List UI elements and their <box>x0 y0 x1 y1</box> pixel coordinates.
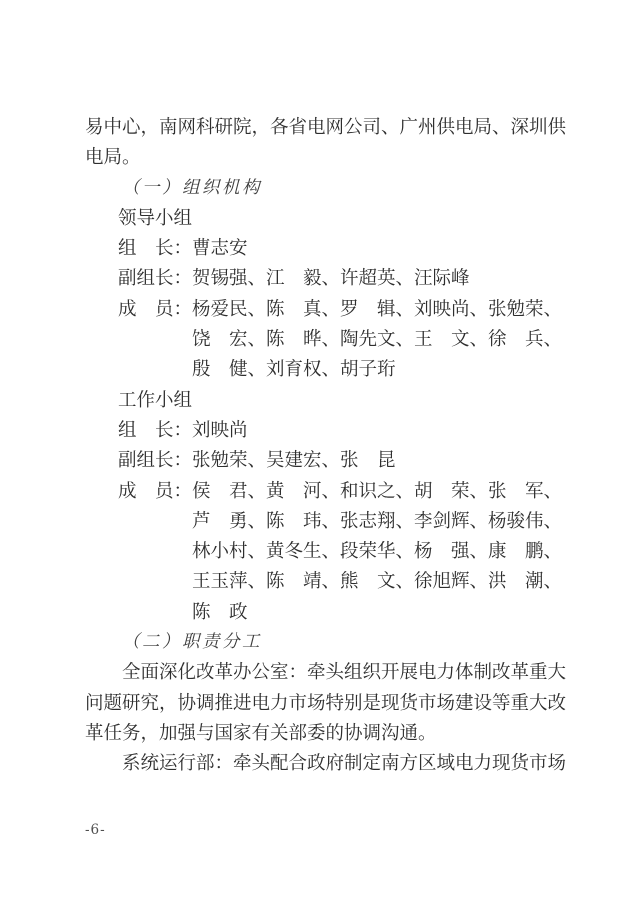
paragraph-line: 问题研究，协调推进电力市场特别是现货市场建设等重大改 <box>85 691 567 713</box>
members-name-line: 芦 勇、陈 玮、张志翔、李剑辉、杨骏伟、 <box>192 509 563 531</box>
section-heading-2: （二）职责分工 <box>122 632 262 653</box>
leading-group-title: 领导小组 <box>118 206 193 228</box>
working-group-title: 工作小组 <box>118 388 193 410</box>
members-name-line: 侯 君、黄 河、和识之、胡 荣、张 军、 <box>192 479 563 501</box>
members-name-line: 林小村、黄冬生、段荣华、杨 强、康 鹏、 <box>192 540 563 562</box>
members-name-list <box>192 476 562 627</box>
paragraph-line: 系统运行部：牵头配合政府制定南方区域电力现货市场 <box>122 752 567 774</box>
members-label: 成 员： <box>118 479 193 501</box>
working-group-members <box>85 476 575 627</box>
paragraph-line: 革任务，加强与国家有关部委的协调沟通。 <box>85 721 437 743</box>
members-name-line: 杨爱民、陈 真、罗 辑、刘映尚、张勉荣、 <box>192 297 563 319</box>
members-name-line: 王玉萍、陈 靖、熊 文、徐旭辉、洪 潮、 <box>192 570 563 592</box>
working-group-deputy-line: 副组长：张勉荣、吴建宏、张 昆 <box>118 449 396 471</box>
paragraph-line: 全面深化改革办公室：牵头组织开展电力体制改革重大 <box>122 661 567 683</box>
body-text-line: 易中心，南网科研院，各省电网公司、广州供电局、深圳供 <box>85 116 567 137</box>
body-text-line: 电局。 <box>85 146 141 168</box>
working-group-leader-line: 组 长：刘映尚 <box>118 418 248 440</box>
document-text-block <box>85 112 575 779</box>
leading-group-members <box>85 294 575 385</box>
members-name-list <box>192 294 562 385</box>
members-name-line: 陈 政 <box>192 600 248 622</box>
members-name-line: 饶 宏、陈 晔、陶先文、王 文、徐 兵、 <box>192 328 563 350</box>
members-label: 成 员： <box>118 297 193 319</box>
members-name-line: 殷 健、刘育权、胡子珩 <box>192 358 396 380</box>
page-number: -6- <box>85 822 106 838</box>
section-heading-1: （一）组织机构 <box>122 177 262 198</box>
leading-group-leader-line: 组 长：曹志安 <box>118 237 248 259</box>
leading-group-deputy-line: 副组长：贺锡强、江 毅、许超英、汪际峰 <box>118 267 470 289</box>
